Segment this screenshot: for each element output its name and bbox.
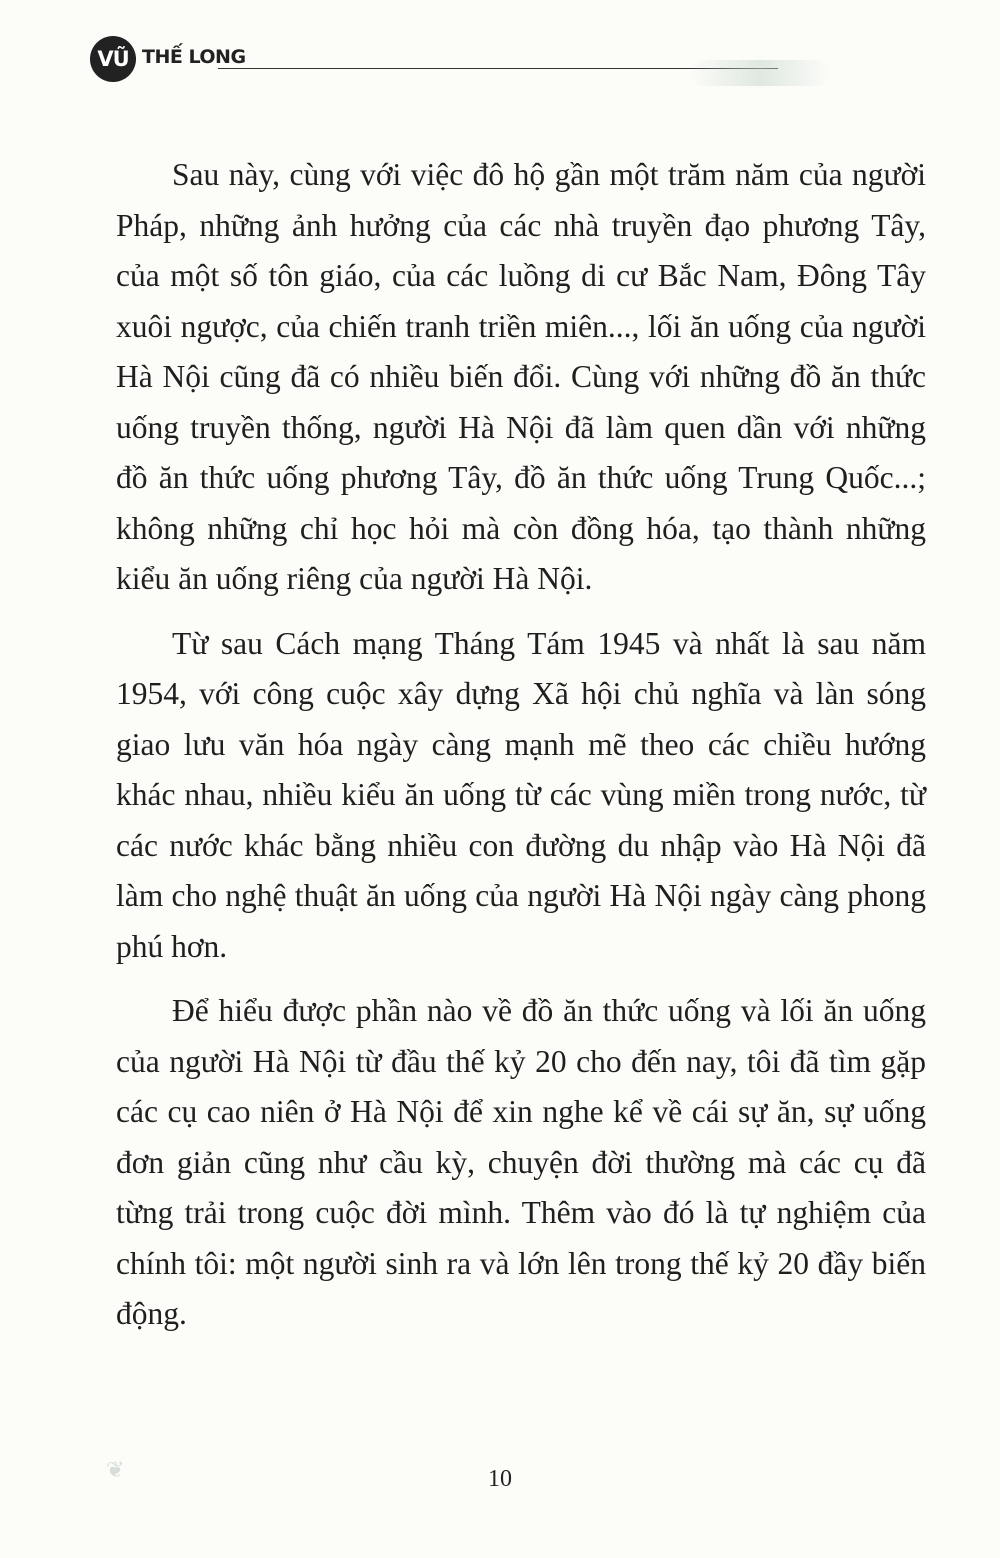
author-logo-badge [90,36,136,82]
footer-watermark-icon: ❦ [106,1458,126,1483]
paragraph-1: Sau này, cùng với việc đô hộ gần một trăm năm của người Pháp, những ảnh hưởng của các nhà truyền đạo phương Tây, của một số tôn giáo, của các luồng di cư Bắc Nam, Đông Tây xuôi ngược, của chiến tranh triền miên..., lối ăn uống của người Hà Nội cũng đã có nhiều biến đổi. Cùng với những đồ ăn thức uống truyền thống, người Hà Nội đã làm quen dần với những đồ ăn thức uống phương Tây, đồ ăn thức uống Trung Quốc...; không những chỉ học hỏi mà còn đồng hóa, tạo thành những kiểu ăn uống riêng của người Hà Nội. [116,157,926,596]
decorative-smudge [690,60,830,86]
body-text [116,150,926,1354]
running-header [90,36,750,84]
paragraph-3: Để hiểu được phần nào về đồ ăn thức uống và lối ăn uống của người Hà Nội từ đầu thế kỷ 20 cho đến nay, tôi đã tìm gặp các cụ cao niên ở Hà Nội để xin nghe kể về cái sự ăn, sự uống đơn giản cũng như cầu kỳ, chuyện đời thường mà các cụ đã từng trải trong cuộc đời mình. Thêm vào đó là tự nghiệm của chính tôi: một người sinh ra và lớn lên trong thế kỷ 20 đầy biến động. [116,993,926,1331]
paragraph-2: Từ sau Cách mạng Tháng Tám 1945 và nhất là sau năm 1954, với công cuộc xây dựng Xã hội chủ nghĩa và làn sóng giao lưu văn hóa ngày càng mạnh mẽ theo các chiều hướng khác nhau, nhiều kiểu ăn uống từ các vùng miền trong nước, từ các nước khác bằng nhiều con đường du nhập vào Hà Nội đã làm cho nghệ thuật ăn uống của người Hà Nội ngày càng phong phú hơn. [116,625,926,964]
page-number: 10 [488,1466,512,1492]
logo-text: VŨ [97,47,129,71]
author-name: THẾ LONG [142,46,246,68]
